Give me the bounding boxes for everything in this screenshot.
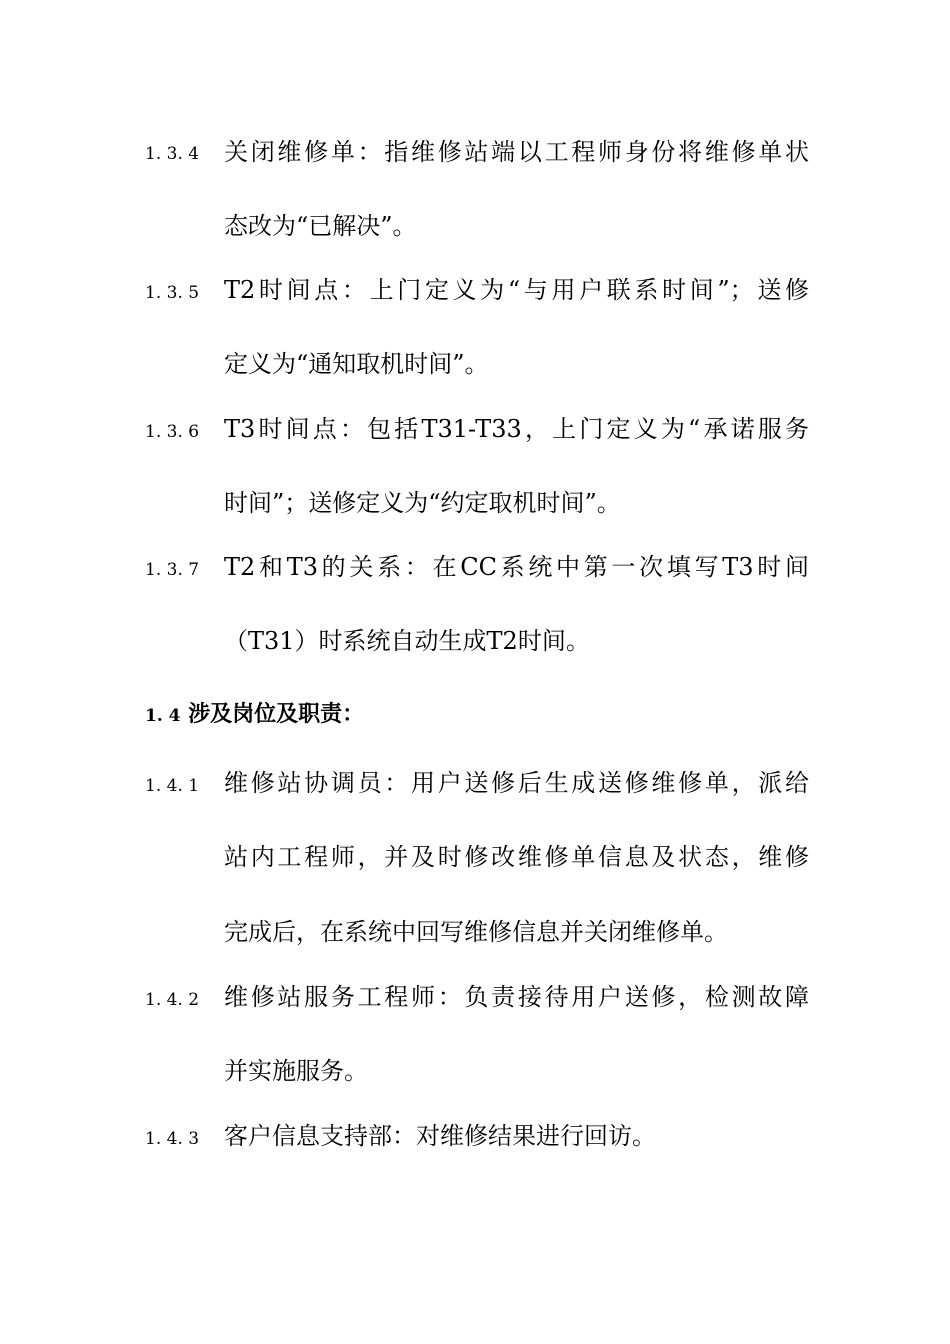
- section-text-line: 并实施服务。: [224, 1057, 368, 1085]
- section-text-line: 维修站服务工程师：负责接待用户送修，检测故障: [224, 983, 809, 1011]
- section-text-line: 时间”；送修定义为“约定取机时间”。: [224, 489, 621, 517]
- section-heading-number: 1. 4: [145, 706, 181, 726]
- section-text-line: 维修站协调员：用户送修后生成送修维修单，派给: [224, 769, 809, 797]
- section-number: 1. 3. 7: [145, 560, 200, 580]
- section-heading: [145, 699, 364, 731]
- section-text-line: 完成后，在系统中回写维修信息并关闭维修单。: [224, 918, 728, 946]
- section-text-line: 站内工程师，并及时修改维修单信息及状态，维修: [224, 843, 809, 871]
- section-text-line: 关闭维修单：指维修站端以工程师身份将维修单状: [224, 138, 809, 166]
- section-heading-title: 涉及岗位及职责：: [188, 701, 365, 727]
- section-number: 1. 3. 6: [145, 422, 200, 442]
- section-text-line: 定义为“通知取机时间”。: [224, 350, 489, 378]
- section-text-line: 态改为“已解决”。: [224, 212, 417, 240]
- section-number: 1. 4. 2: [145, 990, 200, 1010]
- section-text-line: T3时间点：包括T31-T33，上门定义为“承诺服务: [224, 415, 809, 443]
- section-text-line: T2和T3的关系：在CC系统中第一次填写T3时间: [224, 553, 809, 581]
- section-number: 1. 4. 3: [145, 1129, 200, 1149]
- section-text-line: 客户信息支持部：对维修结果进行回访。: [224, 1122, 656, 1150]
- section-number: 1. 3. 5: [145, 283, 200, 303]
- section-number: 1. 3. 4: [145, 144, 200, 164]
- section-text-line: T2时间点：上门定义为“与用户联系时间”；送修: [224, 276, 809, 304]
- section-text-line: （T31）时系统自动生成T2时间。: [224, 627, 590, 655]
- section-number: 1. 4. 1: [145, 776, 200, 796]
